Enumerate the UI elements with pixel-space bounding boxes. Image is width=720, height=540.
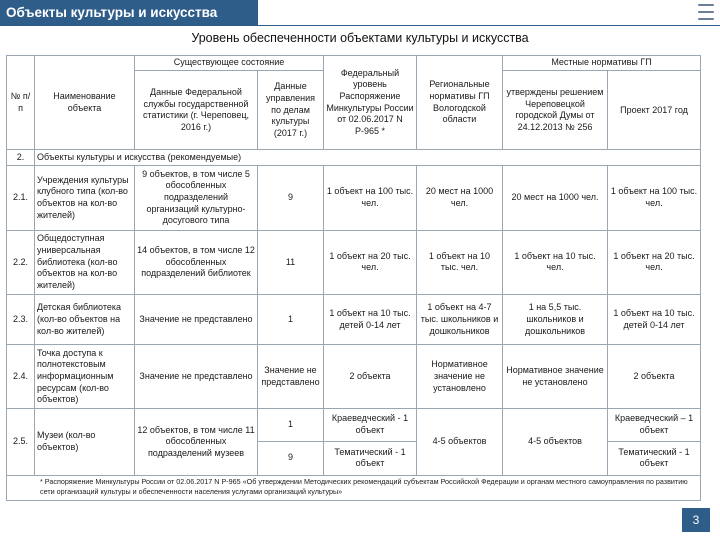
row-federal-level-local-history: Краеведческий - 1 объект <box>324 409 417 441</box>
slide-title: Объекты культуры и искусства <box>0 0 258 26</box>
row-local-project: 1 объект на 20 тыс. чел. <box>608 230 701 295</box>
header-existing-state: Существующее состояние <box>135 56 324 71</box>
row-local-project-thematic: Тематический - 1 объект <box>608 441 701 475</box>
row-number: 2.1. <box>7 166 35 231</box>
row-object-name: Музеи (кол-во объектов) <box>35 409 135 476</box>
row-number: 2.2. <box>7 230 35 295</box>
header-federal-level: Федеральный уровень Распоряжение Минкультуры России от 02.06.2017 N Р-965 * <box>324 56 417 150</box>
table-row <box>7 166 701 231</box>
row-federal-level: 2 объекта <box>324 345 417 409</box>
row-local-approved: 1 на 5,5 тыс. школьников и дошкольников <box>503 295 608 345</box>
table-row <box>7 230 701 295</box>
row-local-approved: 1 объект на 10 тыс. чел. <box>503 230 608 295</box>
row-culture-department: 1 <box>258 295 324 345</box>
header-local-norms: Местные нормативы ГП <box>503 56 701 71</box>
section-number: 2. <box>7 150 35 166</box>
row-object-name: Учреждения культуры клубного типа (кол-во объектов на кол-во жителей) <box>35 166 135 231</box>
row-federal-level: 1 объект на 20 тыс. чел. <box>324 230 417 295</box>
row-local-approved: 20 мест на 1000 чел. <box>503 166 608 231</box>
row-object-name: Общедоступная универсальная библиотека (кол-во объектов на кол-во жителей) <box>35 230 135 295</box>
title-underline <box>258 25 720 26</box>
row-culture-department: 11 <box>258 230 324 295</box>
row-culture-department-thematic: 9 <box>258 441 324 475</box>
page-number: 3 <box>682 508 710 532</box>
row-regional-norm: 4-5 объектов <box>417 409 503 476</box>
section-title: Объекты культуры и искусства (рекомендуемые) <box>35 150 701 166</box>
row-regional-norm: 20 мест на 1000 чел. <box>417 166 503 231</box>
row-number: 2.3. <box>7 295 35 345</box>
row-federal-level: 1 объект на 100 тыс. чел. <box>324 166 417 231</box>
header-culture-department: Данные управления по делам культуры (2017 г.) <box>258 71 324 150</box>
row-object-name: Детская библиотека (кол-во объектов на кол-во жителей) <box>35 295 135 345</box>
row-local-project: 1 объект на 10 тыс. детей 0-14 лет <box>608 295 701 345</box>
header-local-project: Проект 2017 год <box>608 71 701 150</box>
row-federal-statistics: 9 объектов, в том числе 5 обособленных подразделений организаций культурно-досугового типа <box>135 166 258 231</box>
hamburger-menu-icon[interactable] <box>698 2 714 22</box>
header-federal-statistics: Данные Федеральной службы государственной статистики (г. Череповец, 2016 г.) <box>135 71 258 150</box>
row-federal-statistics: 12 объектов, в том числе 11 обособленных подразделений музеев <box>135 409 258 476</box>
row-culture-department: Значение не представлено <box>258 345 324 409</box>
row-object-name: Точка доступа к полнотекстовым информационным ресурсам (кол-во объектов) <box>35 345 135 409</box>
row-culture-department-local-history: 1 <box>258 409 324 441</box>
row-federal-statistics: Значение не представлено <box>135 345 258 409</box>
menu-icon-bar <box>698 18 714 20</box>
menu-icon-bar <box>698 4 714 6</box>
table-row <box>7 295 701 345</box>
menu-icon-bar <box>698 11 714 13</box>
table-row-museums <box>7 409 701 441</box>
row-federal-level: 1 объект на 10 тыс. детей 0-14 лет <box>324 295 417 345</box>
header-name: Наименование объекта <box>35 56 135 150</box>
table-row <box>7 345 701 409</box>
slide-subtitle: Уровень обеспеченности объектами культуры и искусства <box>191 31 529 45</box>
row-number: 2.4. <box>7 345 35 409</box>
row-culture-department: 9 <box>258 166 324 231</box>
footnote: * Распоряжение Минкультуры России от 02.06.2017 N Р-965 «Об утверждении Методических рекомендаций субъектам Российской Федерации и органам местного самоуправления по развитию сети организаций культуры и обеспеченности населения услугами организаций культуры» <box>40 477 688 497</box>
row-local-project-local-history: Краеведческий – 1 объект <box>608 409 701 441</box>
section-row <box>7 150 701 166</box>
row-regional-norm: Нормативное значение не установлено <box>417 345 503 409</box>
row-regional-norm: 1 объект на 10 тыс. чел. <box>417 230 503 295</box>
row-federal-statistics: Значение не представлено <box>135 295 258 345</box>
row-number: 2.5. <box>7 409 35 476</box>
row-federal-statistics: 14 объектов, в том числе 12 обособленных подразделений библиотек <box>135 230 258 295</box>
header-local-approved: утверждены решением Череповецкой городской Думы от 24.12.2013 № 256 <box>503 71 608 150</box>
row-local-project: 2 объекта <box>608 345 701 409</box>
row-federal-level-thematic: Тематический - 1 объект <box>324 441 417 475</box>
standards-table <box>6 55 701 501</box>
row-regional-norm: 1 объект на 4-7 тыс. школьников и дошкольников <box>417 295 503 345</box>
row-local-project: 1 объект на 100 тыс. чел. <box>608 166 701 231</box>
row-local-approved: Нормативное значение не установлено <box>503 345 608 409</box>
header-num: № п/п <box>7 56 35 150</box>
row-local-approved: 4-5 объектов <box>503 409 608 476</box>
header-regional-norms: Региональные нормативы ГП Вологодской области <box>417 56 503 150</box>
